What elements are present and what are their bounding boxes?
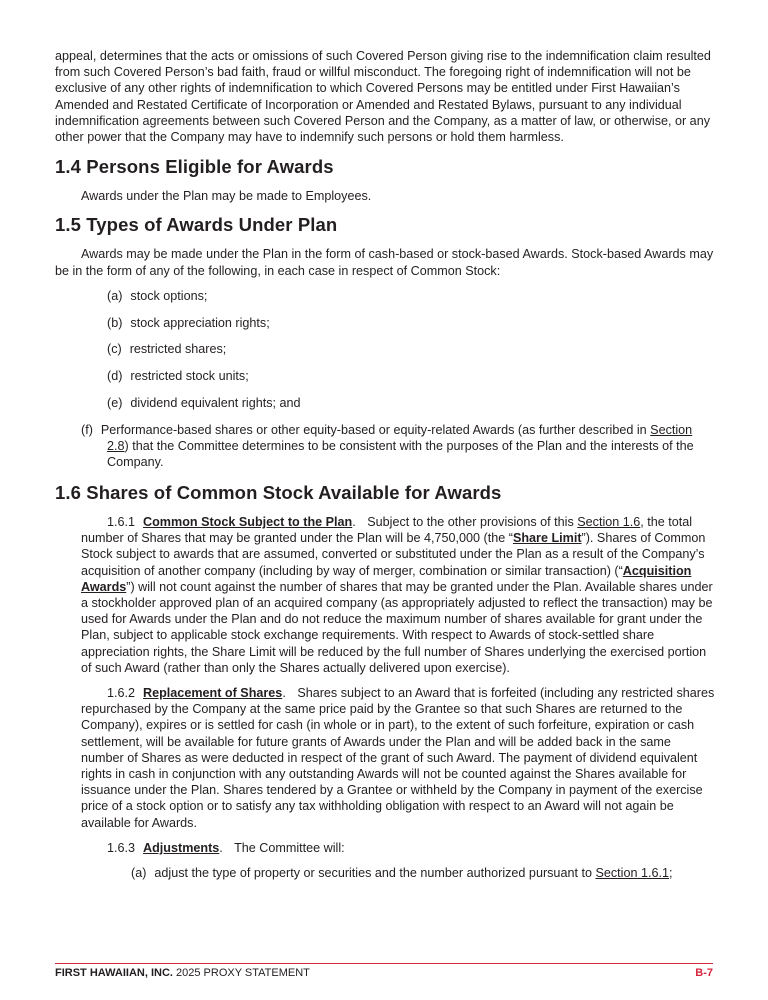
document-name: 2025 PROXY STATEMENT bbox=[176, 967, 310, 979]
subsection-1-6-3-a: (a) adjust the type of property or securities and the number authorized pursuant to Section 1.6.1; bbox=[131, 866, 673, 881]
subsection-title: Common Stock Subject to the Plan bbox=[143, 515, 353, 530]
list-item-f: (f) Performance-based shares or other equity-based or equity-related Awards (as further described in Section 2.8) that the Committee determines to be consistent with the purposes of the Plan and the interests of the Company. bbox=[81, 422, 694, 470]
list-item: (c) restricted shares; bbox=[107, 342, 227, 357]
defined-term: Share Limit bbox=[512, 531, 582, 546]
list-item: (e) dividend equivalent rights; and bbox=[107, 396, 301, 411]
section-2-8-link[interactable]: Section 2.8 bbox=[107, 422, 693, 454]
section-1-4-body: Awards under the Plan may be made to Employees. bbox=[81, 189, 372, 204]
award-types-list bbox=[55, 288, 715, 471]
section-heading-1-6: 1.6 Shares of Common Stock Available for Awards bbox=[55, 482, 502, 504]
subsection-title: Replacement of Shares bbox=[143, 686, 283, 701]
list-item: (a) stock options; bbox=[107, 288, 208, 303]
subsection-1-6-3: 1.6.3 Adjustments. The Committee will: bbox=[107, 840, 345, 855]
intro-paragraph: appeal, determines that the acts or omissions of such Covered Person giving rise to the indemnification claim resulted from such Covered Person’s bad faith, fraud or willful misconduct. The foregoing right of indemnification will not be exclusive of any other rights of indemnification to which Covered Persons may be entitled under First Hawaiian’s Amended and Restated Certificate of Incorporation or Amended and Restated Bylaws, pursuant to any individual indemnification agreements between such Covered Person and the Company, as a matter of law, or otherwise, or any other power that the Company may have to indemnify such persons or hold them harmless. bbox=[55, 49, 711, 145]
subsection-title: Adjustments bbox=[143, 840, 220, 855]
document-page bbox=[55, 48, 715, 881]
list-item: (b) stock appreciation rights; bbox=[107, 315, 270, 330]
section-heading-1-5: 1.5 Types of Awards Under Plan bbox=[55, 214, 338, 236]
subsection-1-6-1: 1.6.1 Common Stock Subject to the Plan. Subject to the other provisions of this Section 1.6, the total number of Shares that may be granted under the Plan will be 4,750,000 (the “Share Limit”). Shares of Common Stock subject to awards that are assumed, converted or substituted under the Plan as a result of the Company’s acquisition of another company (including by way of merger, combination or similar transaction) (“Acquisition Awards”) will not count against the number of shares that may be granted under the Plan. Available shares under a stockholder approved plan of an acquired company (as appropriately adjusted to reflect the transaction) may be used for Awards under the Plan and do not reduce the maximum number of shares available for grant under the Plan, subject to applicable stock exchange requirements. With respect to Awards of stock-settled share appreciation rights, the Share Limit will be reduced by the full number of Shares underlying the exercised portion of such Award (rather than only the Shares actually delivered upon exercise). bbox=[81, 515, 713, 675]
list-item: (d) restricted stock units; bbox=[107, 369, 249, 384]
section-1-6-1-link[interactable]: Section 1.6.1 bbox=[595, 866, 669, 881]
footer-title bbox=[55, 967, 310, 979]
page-footer bbox=[55, 963, 713, 979]
subsection-1-6-2: 1.6.2 Replacement of Shares. Shares subject to an Award that is forfeited (including any restricted shares repurchased by the Company at the same price paid by the Grantee so that such Shares are returned to the Company), expires or is settled for cash (in whole or in part), to the extent of such forfeiture, expiration or cash settlement, will be available for future grants of Awards under the Plan and will be added back in the same number of Shares as were deducted in respect of the grant of such Award. The payment of dividend equivalent rights in cash in conjunction with any outstanding Awards will not be counted against the Shares available for issuance under the Plan. Shares tendered by a Grantee or withheld by the Company in payment of the exercise price of a stock option or to satisfy any tax withholding obligation with respect to an Award will not again be available for Awards. bbox=[81, 686, 715, 830]
section-heading-1-4: 1.4 Persons Eligible for Awards bbox=[55, 156, 334, 178]
company-name: FIRST HAWAIIAN, INC. bbox=[55, 967, 173, 979]
defined-term: Acquisition Awards bbox=[81, 563, 692, 594]
section-1-6-link[interactable]: Section 1.6 bbox=[577, 515, 641, 530]
section-1-5-body: Awards may be made under the Plan in the form of cash-based or stock-based Awards. Stock-based Awards may be in the form of any of the following, in each case in respect of Common Stock: bbox=[55, 247, 714, 278]
page-number: B-7 bbox=[695, 967, 713, 979]
